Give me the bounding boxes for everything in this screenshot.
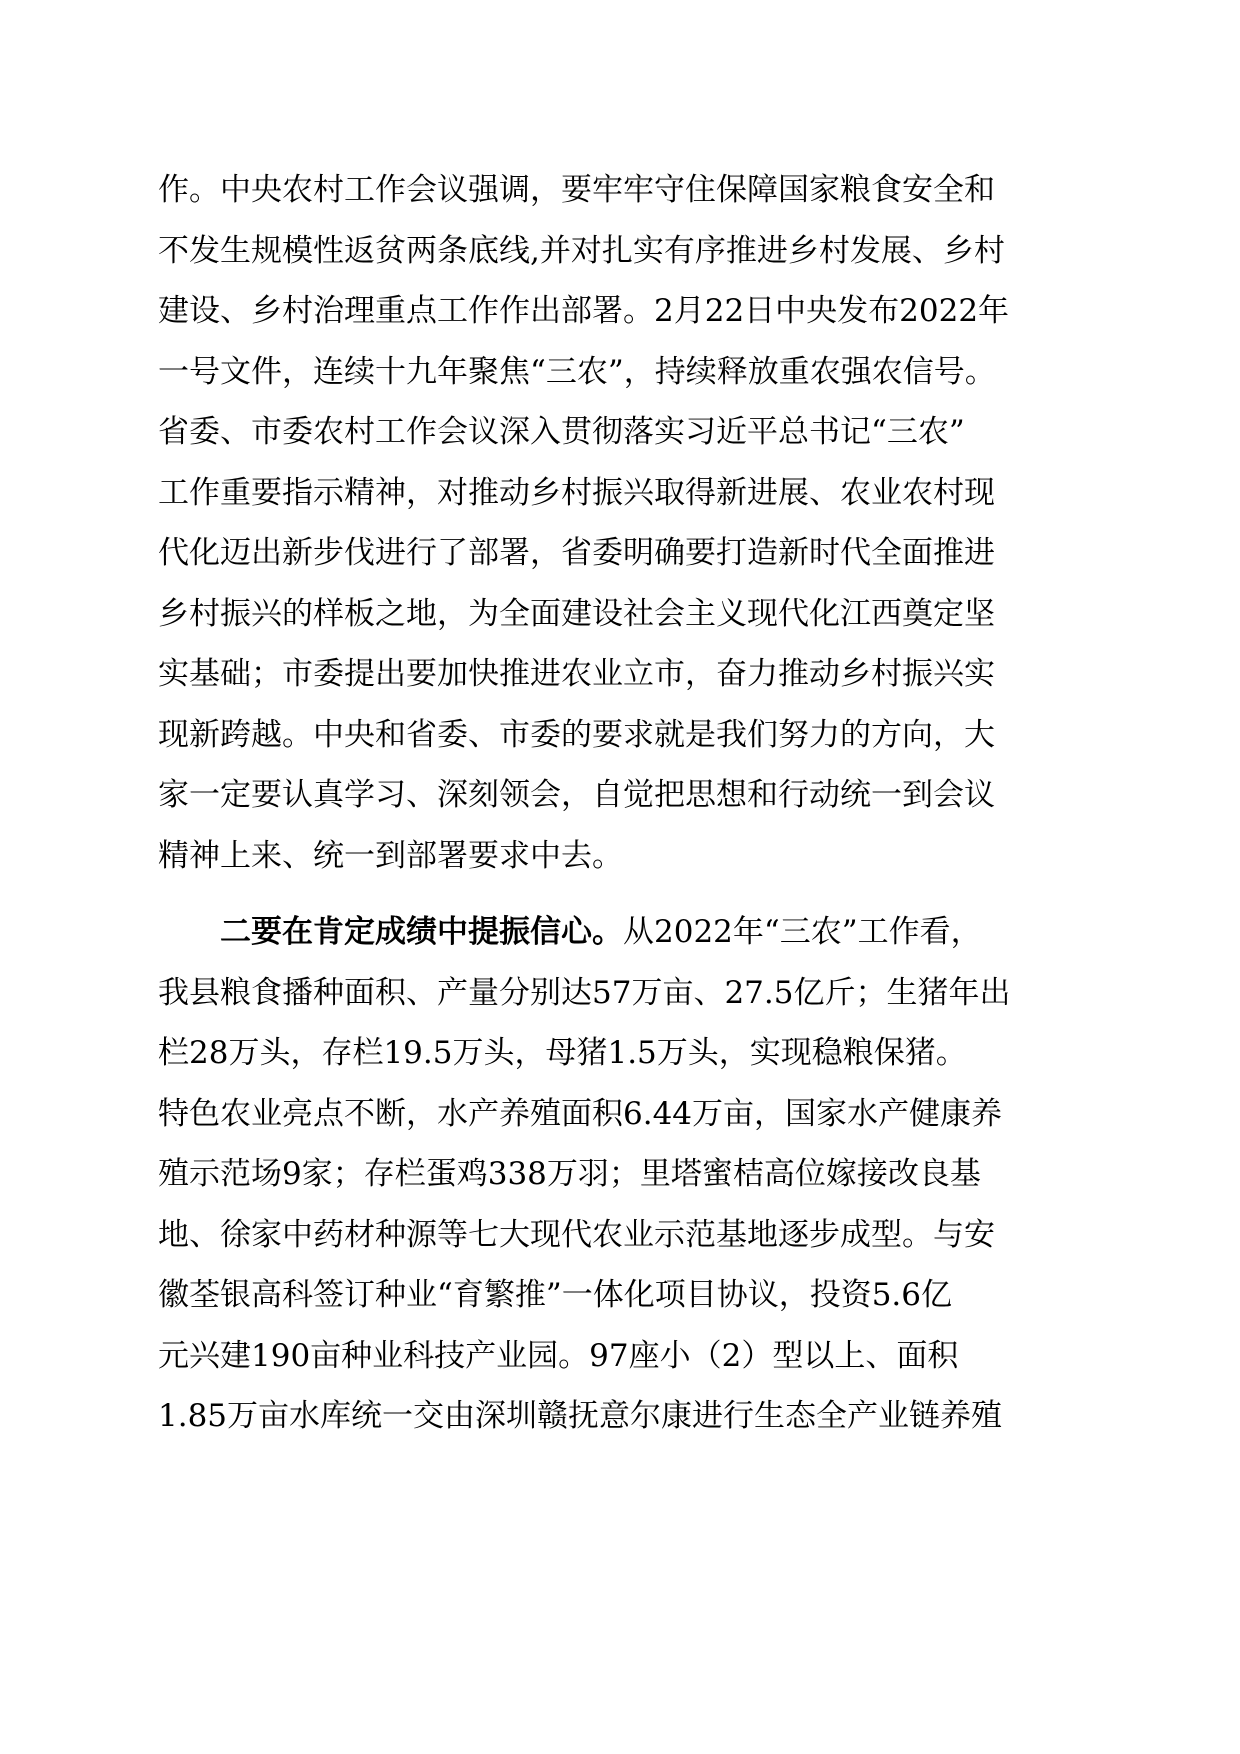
text-line: 徽荃银高科签订种业“育繁推”一体化项目协议，投资5.6亿 <box>158 1277 952 1313</box>
text-line: 代化迈出新步伐进行了部署，省委明确要打造新时代全面推进 <box>158 535 995 571</box>
text-line: 地、徐家中药材种源等七大现代农业示范基地逐步成型。与安 <box>158 1216 995 1253</box>
text-line: 家一定要认真学习、深刻领会，自觉把思想和行动统一到会议 <box>158 777 995 813</box>
text-line: 元兴建190亩种业科技产业园。97座小（2）型以上、面积 <box>158 1337 959 1374</box>
text-line: 现新跨越。中央和省委、市委的要求就是我们努力的方向，大 <box>158 716 995 753</box>
text-line: 乡村振兴的样板之地，为全面建设社会主义现代化江西奠定坚 <box>158 595 995 632</box>
text-line: 殖示范场9家；存栏蛋鸡338万羽；里塔蜜桔高位嫁接改良基 <box>158 1156 981 1192</box>
heading-line-text: 从2022年“三农”工作看， <box>623 914 982 950</box>
section-heading: 二要在肯定成绩中提振信心。 <box>220 914 623 950</box>
text-line: 实基础；市委提出要加快推进农业立市，奋力推动乡村振兴实 <box>158 656 995 692</box>
document-body <box>158 160 1088 1447</box>
text-line: 栏28万头，存栏19.5万头，母猪1.5万头，实现稳粮保猪。 <box>158 1035 967 1071</box>
text-line: 1.85万亩水库统一交由深圳赣抚意尔康进行生态全产业链养殖 <box>158 1398 1003 1434</box>
text-line: 特色农业亮点不断，水产养殖面积6.44万亩，国家水产健康养 <box>158 1095 1003 1132</box>
text-line: 一号文件，连续十九年聚焦“三农”，持续释放重农强农信号。 <box>158 353 996 390</box>
paragraph-2 <box>158 902 1088 1447</box>
text-line: 我县粮食播种面积、产量分别达57万亩、27.5亿斤；生猪年出 <box>158 974 1011 1011</box>
text-line: 建设、乡村治理重点工作作出部署。2月22日中央发布2022年 <box>158 293 1010 329</box>
text-line: 作。中央农村工作会议强调，要牢牢守住保障国家粮食安全和 <box>158 172 995 208</box>
paragraph-first-line <box>158 902 1088 963</box>
text-line: 省委、市委农村工作会议深入贯彻落实习近平总书记“三农” <box>158 414 965 450</box>
paragraph-1 <box>158 160 1088 886</box>
text-line: 精神上来、统一到部署要求中去。 <box>158 837 623 874</box>
text-line: 工作重要指示精神，对推动乡村振兴取得新进展、农业农村现 <box>158 474 995 511</box>
text-line: 不发生规模性返贫两条底线,并对扎实有序推进乡村发展、乡村 <box>158 232 1005 269</box>
